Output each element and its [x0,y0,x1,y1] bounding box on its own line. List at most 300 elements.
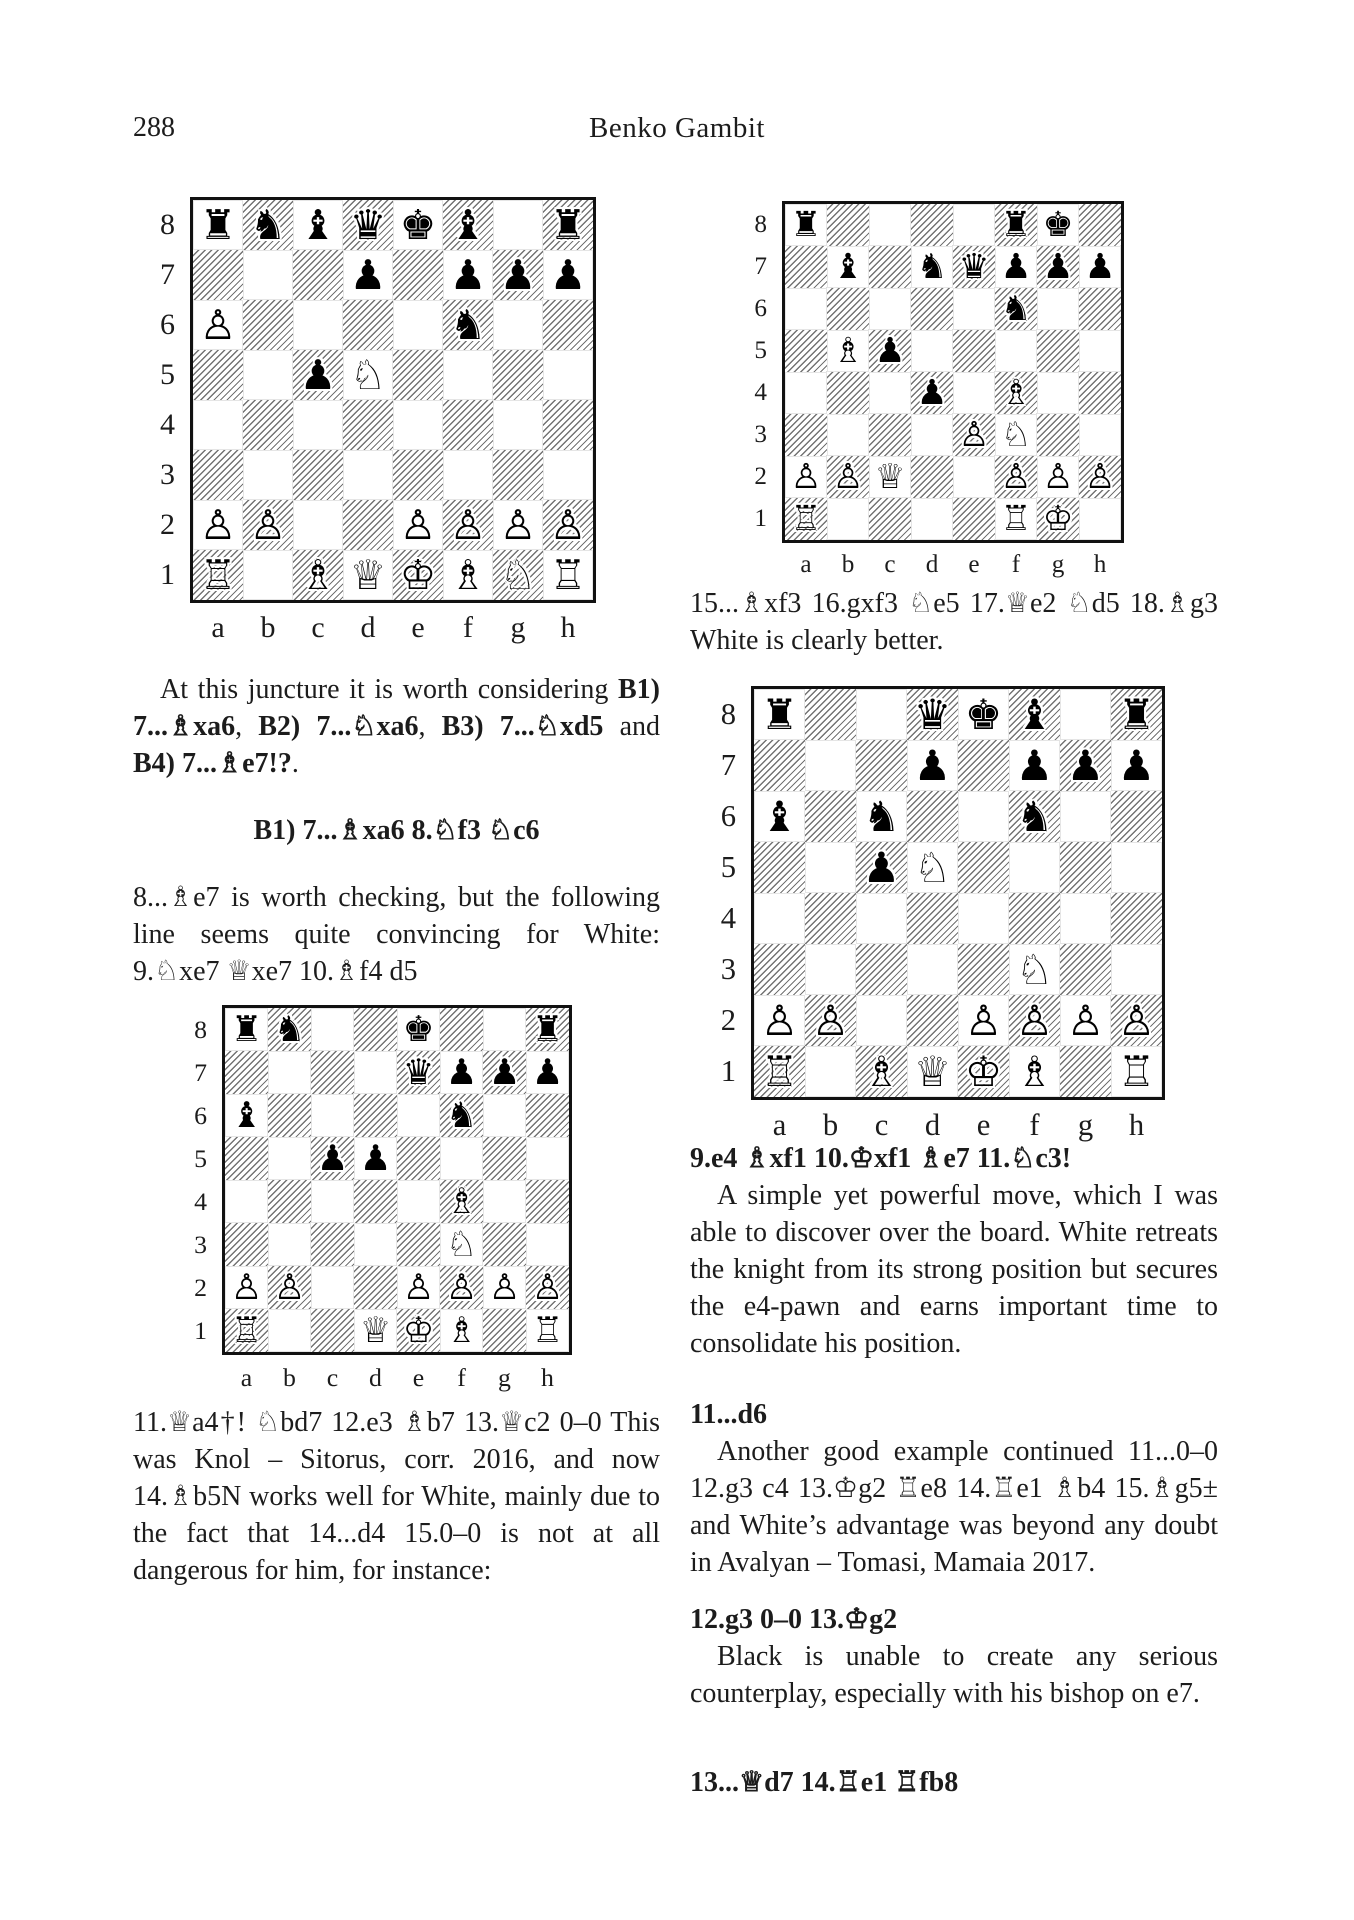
chess-board [751,686,1165,1100]
square-b8 [243,200,293,250]
square-a4 [785,372,827,414]
rank-label: 6 [754,295,767,322]
black-knight-icon: ♞ [1000,288,1032,329]
square-f6 [995,288,1037,330]
square-f3 [995,414,1037,456]
square-e8 [958,689,1009,740]
file-label: c [311,611,325,644]
black-rook-icon: ♜ [1000,204,1032,245]
square-d1 [907,1046,958,1097]
file-label: h [1093,551,1107,578]
square-f4 [995,372,1037,414]
black-king-icon: ♚ [964,689,1003,739]
white-king-icon: ♔ [1042,498,1074,539]
square-f4 [443,400,493,450]
square-b5 [268,1137,311,1180]
black-knight-icon: ♞ [916,246,948,287]
chess-diagram-3 [178,1005,572,1393]
black-pawn-icon: ♟ [445,1051,478,1093]
moveline-11d6: 11...d6 [690,1399,768,1430]
square-h1 [543,550,593,600]
black-pawn-icon: ♟ [316,1137,349,1179]
square-d7 [911,246,953,288]
square-d1 [343,550,393,600]
moveline-13qd7: 13...♕d7 14.♖e1 ♖fb8 [690,1767,959,1798]
square-d7 [907,740,958,791]
black-pawn-icon: ♟ [913,740,952,790]
square-e7 [958,740,1009,791]
move-text: B1) 7...♗xa6 [133,674,660,742]
file-label: a [211,611,225,644]
black-pawn-icon: ♟ [499,250,537,299]
square-c7 [293,250,343,300]
file-label: d [369,1363,382,1392]
square-a8 [193,200,243,250]
square-f3 [443,450,493,500]
square-b2 [827,456,869,498]
square-d4 [907,893,958,944]
square-e1 [958,1046,1009,1097]
rank-label: 7 [754,253,767,280]
square-g8 [1060,689,1111,740]
square-e2 [953,456,995,498]
rank-label: 2 [194,1272,207,1302]
square-c2 [856,995,907,1046]
square-e7 [953,246,995,288]
white-pawn-icon: ♙ [964,995,1003,1045]
white-pawn-icon: ♙ [811,995,850,1045]
square-h5 [1111,842,1162,893]
square-b2 [243,500,293,550]
square-e1 [393,550,443,600]
white-knight-icon: ♘ [445,1223,478,1265]
file-label: a [772,1108,787,1142]
square-h6 [543,300,593,350]
square-g7 [1037,246,1079,288]
square-g6 [1037,288,1079,330]
rank-label: 5 [194,1143,207,1173]
black-pawn-icon: ♟ [349,250,387,299]
square-g1 [1037,498,1079,540]
file-label: g [510,611,526,644]
square-c7 [311,1051,354,1094]
white-knight-icon: ♘ [913,842,952,892]
square-e2 [397,1266,440,1309]
white-rook-icon: ♖ [199,550,237,599]
moveline-12g3: 12.g3 0–0 13.♔g2 [690,1604,898,1635]
square-d1 [911,498,953,540]
file-labels [782,543,1124,579]
square-h5 [1079,330,1121,372]
black-rook-icon: ♜ [549,200,587,249]
white-rook-icon: ♖ [1117,1046,1156,1096]
square-g8 [483,1008,526,1051]
square-e6 [958,791,1009,842]
white-bishop-icon: ♗ [832,330,864,371]
white-pawn-icon: ♙ [531,1266,564,1308]
square-g5 [483,1137,526,1180]
black-rook-icon: ♜ [790,204,822,245]
square-a1 [754,1046,805,1097]
rank-label: 6 [194,1100,207,1130]
square-d8 [354,1008,397,1051]
square-c2 [293,500,343,550]
square-c5 [869,330,911,372]
paragraph-simple: A simple yet powerful move, which I was able to discover over the board. White retreats the knight from its strong position but secures the e4-pawn and earns important time to consolidate his position. [690,1180,1218,1359]
white-pawn-icon: ♙ [199,300,237,349]
square-d6 [354,1094,397,1137]
white-bishop-icon: ♗ [1015,1046,1054,1096]
rank-label: 5 [754,337,767,364]
square-a2 [193,500,243,550]
square-c1 [869,498,911,540]
square-f6 [443,300,493,350]
square-d4 [343,400,393,450]
white-pawn-icon: ♙ [399,500,437,549]
rank-label: 7 [160,258,175,291]
file-labels [190,603,596,645]
rank-label: 1 [194,1315,207,1345]
black-pawn-icon: ♟ [359,1137,392,1179]
white-pawn-icon: ♙ [1000,456,1032,497]
square-d3 [911,414,953,456]
square-e4 [958,893,1009,944]
black-queen-icon: ♛ [402,1051,435,1093]
square-c8 [311,1008,354,1051]
square-c1 [311,1309,354,1352]
white-pawn-icon: ♙ [1042,456,1074,497]
chess-board [190,197,596,603]
square-b6 [827,288,869,330]
file-label: g [1077,1108,1094,1142]
square-f3 [440,1223,483,1266]
black-bishop-icon: ♝ [230,1094,263,1136]
black-pawn-icon: ♟ [862,842,901,892]
square-c8 [869,204,911,246]
file-label: e [411,611,425,644]
black-bishop-icon: ♝ [449,200,487,249]
square-g2 [493,500,543,550]
file-label: f [1029,1108,1040,1142]
square-b7 [268,1051,311,1094]
square-g2 [483,1266,526,1309]
square-f6 [440,1094,483,1137]
black-knight-icon: ♞ [249,200,287,249]
square-g2 [1060,995,1111,1046]
square-h6 [1079,288,1121,330]
square-e6 [397,1094,440,1137]
square-a6 [754,791,805,842]
plain-text: , [235,711,259,742]
square-e7 [397,1051,440,1094]
black-bishop-icon: ♝ [832,246,864,287]
white-queen-icon: ♕ [359,1309,392,1351]
square-a4 [225,1180,268,1223]
white-bishop-icon: ♗ [445,1309,478,1351]
black-bishop-icon: ♝ [299,200,337,249]
square-e5 [393,350,443,400]
square-g5 [1060,842,1111,893]
rank-label: 3 [160,458,175,491]
white-king-icon: ♔ [964,1046,1003,1096]
white-rook-icon: ♖ [760,1046,799,1096]
square-h1 [1111,1046,1162,1097]
white-bishop-icon: ♗ [299,550,337,599]
black-pawn-icon: ♟ [874,330,906,371]
black-pawn-icon: ♟ [531,1051,564,1093]
square-a8 [754,689,805,740]
white-pawn-icon: ♙ [488,1266,521,1308]
square-a5 [225,1137,268,1180]
square-a3 [754,944,805,995]
square-c4 [856,893,907,944]
square-b2 [805,995,856,1046]
rank-label: 2 [160,508,175,541]
square-b6 [243,300,293,350]
square-c5 [856,842,907,893]
square-e5 [958,842,1009,893]
black-pawn-icon: ♟ [1000,246,1032,287]
black-pawn-icon: ♟ [549,250,587,299]
white-pawn-icon: ♙ [230,1266,263,1308]
file-labels [222,1355,572,1393]
white-knight-icon: ♘ [499,550,537,599]
square-h3 [1079,414,1121,456]
square-h4 [1111,893,1162,944]
white-pawn-icon: ♙ [273,1266,306,1308]
white-pawn-icon: ♙ [499,500,537,549]
white-pawn-icon: ♙ [832,456,864,497]
black-rook-icon: ♜ [531,1008,564,1050]
black-pawn-icon: ♟ [1066,740,1105,790]
file-label: e [976,1108,991,1142]
plain-text: . [291,748,299,779]
file-label: b [260,611,276,644]
square-f1 [995,498,1037,540]
square-e3 [958,944,1009,995]
square-b7 [243,250,293,300]
square-d5 [907,842,958,893]
square-a7 [225,1051,268,1094]
square-f5 [443,350,493,400]
square-g5 [493,350,543,400]
black-knight-icon: ♞ [273,1008,306,1050]
square-e1 [397,1309,440,1352]
square-h7 [1111,740,1162,791]
black-knight-icon: ♞ [445,1094,478,1136]
file-label: a [800,551,812,578]
white-queen-icon: ♕ [913,1046,952,1096]
rank-labels [178,1005,222,1355]
white-knight-icon: ♘ [1015,944,1054,994]
square-c6 [311,1094,354,1137]
caption-bxf3: 15...♗xf3 16.gxf3 ♘e5 17.♕e2 ♘d5 18.♗g3 White is clearly better. [690,588,1218,656]
square-b4 [268,1180,311,1223]
square-b7 [827,246,869,288]
square-g4 [1037,372,1079,414]
paragraph-black: Black is unable to create any serious counterplay, especially with his bishop on e7. [690,1641,1218,1709]
white-pawn-icon: ♙ [445,1266,478,1308]
black-queen-icon: ♛ [958,246,990,287]
chess-diagram-1 [146,197,596,645]
square-f3 [1009,944,1060,995]
square-c4 [293,400,343,450]
square-a5 [193,350,243,400]
square-f7 [440,1051,483,1094]
plain-text: and [603,711,660,742]
white-knight-icon: ♘ [349,350,387,399]
white-queen-icon: ♕ [874,456,906,497]
square-b6 [268,1094,311,1137]
black-pawn-icon: ♟ [449,250,487,299]
file-label: a [240,1363,253,1392]
square-a1 [785,498,827,540]
file-labels [751,1100,1165,1143]
rank-label: 3 [754,421,767,448]
square-b3 [243,450,293,500]
black-rook-icon: ♜ [199,200,237,249]
square-f5 [1009,842,1060,893]
square-h3 [1111,944,1162,995]
square-d4 [354,1180,397,1223]
file-label: b [283,1363,296,1392]
square-h8 [526,1008,569,1051]
square-d2 [343,500,393,550]
rank-labels [738,201,782,543]
square-b3 [805,944,856,995]
chess-diagram-4 [707,686,1165,1143]
black-bishop-icon: ♝ [1015,689,1054,739]
square-a7 [193,250,243,300]
file-label: f [1011,551,1021,578]
square-e8 [953,204,995,246]
white-pawn-icon: ♙ [790,456,822,497]
square-e4 [393,400,443,450]
square-h7 [1079,246,1121,288]
black-pawn-icon: ♟ [916,372,948,413]
square-f1 [443,550,493,600]
rank-label: 5 [160,358,175,391]
rank-label: 2 [720,1003,736,1037]
rank-label: 3 [720,952,736,986]
square-f1 [1009,1046,1060,1097]
square-h4 [526,1180,569,1223]
square-c3 [856,944,907,995]
file-label: g [498,1363,511,1392]
black-pawn-icon: ♟ [1084,246,1116,287]
black-rook-icon: ♜ [230,1008,263,1050]
paragraph-another: Another good example continued 11...0–0 12.g3 c4 13.♔g2 ♖e8 14.♖e1 ♗b4 15.♗g5± and White’s advantage was beyond any doubt in Avalyan – Tomasi, Mamaia 2017. [690,1436,1218,1578]
white-rook-icon: ♖ [531,1309,564,1351]
square-g3 [1060,944,1111,995]
square-e7 [393,250,443,300]
black-pawn-icon: ♟ [1015,740,1054,790]
diagram-body [178,1005,572,1355]
square-h3 [543,450,593,500]
white-queen-icon: ♕ [349,550,387,599]
square-c2 [869,456,911,498]
square-b8 [805,689,856,740]
square-e8 [397,1008,440,1051]
square-h7 [543,250,593,300]
square-d6 [911,288,953,330]
square-a7 [754,740,805,791]
square-d7 [343,250,393,300]
square-g8 [1037,204,1079,246]
square-g8 [493,200,543,250]
square-e1 [953,498,995,540]
square-h4 [1079,372,1121,414]
square-h5 [543,350,593,400]
square-g4 [493,400,543,450]
rank-label: 4 [160,408,175,441]
file-label: b [841,551,855,578]
square-d3 [354,1223,397,1266]
square-a8 [225,1008,268,1051]
square-e5 [953,330,995,372]
square-c2 [311,1266,354,1309]
file-label: d [924,1108,941,1142]
square-c3 [293,450,343,500]
square-d8 [907,689,958,740]
square-c5 [311,1137,354,1180]
square-f7 [1009,740,1060,791]
square-b4 [805,893,856,944]
black-knight-icon: ♞ [862,791,901,841]
square-a2 [785,456,827,498]
square-d6 [907,791,958,842]
paragraph-qa4: 11.♕a4†! ♘bd7 12.e3 ♗b7 13.♕c2 0–0 This was Knol – Sitorus, corr. 2016, and now 14.♗b5N works well for White, mainly due to the fact that 14...d4 15.0–0 is not at all dangerous for him, for instance: [133,1407,660,1586]
file-label: d [925,551,939,578]
page-title: Benko Gambit [589,112,765,144]
square-a5 [754,842,805,893]
square-h1 [1079,498,1121,540]
white-knight-icon: ♘ [1000,414,1032,455]
paragraph-considering [133,671,660,782]
square-c6 [293,300,343,350]
square-f2 [440,1266,483,1309]
square-e3 [953,414,995,456]
square-a7 [785,246,827,288]
move-text: B4) 7...♗e7!? [133,748,292,779]
square-a6 [193,300,243,350]
file-label: h [1128,1108,1145,1142]
file-label: h [560,611,576,644]
square-b1 [268,1309,311,1352]
rank-label: 8 [754,211,767,238]
square-e6 [953,288,995,330]
rank-label: 1 [754,505,767,532]
square-g5 [1037,330,1079,372]
square-h1 [526,1309,569,1352]
black-king-icon: ♚ [402,1008,435,1050]
square-a3 [785,414,827,456]
square-h2 [543,500,593,550]
paragraph-be7: 8...♗e7 is worth checking, but the following line seems quite convincing for White: 9.♘xe7 ♕xe7 10.♗f4 d5 [133,882,660,987]
square-a6 [785,288,827,330]
file-label: g [1051,551,1065,578]
rank-labels [146,197,190,603]
square-a4 [193,400,243,450]
diagram-body [146,197,596,603]
rank-label: 2 [754,463,767,490]
square-g4 [483,1180,526,1223]
square-e2 [958,995,1009,1046]
move-text: B2) 7...♘xa6 [258,711,419,742]
square-d6 [343,300,393,350]
rank-label: 8 [720,697,736,731]
black-pawn-icon: ♟ [1042,246,1074,287]
